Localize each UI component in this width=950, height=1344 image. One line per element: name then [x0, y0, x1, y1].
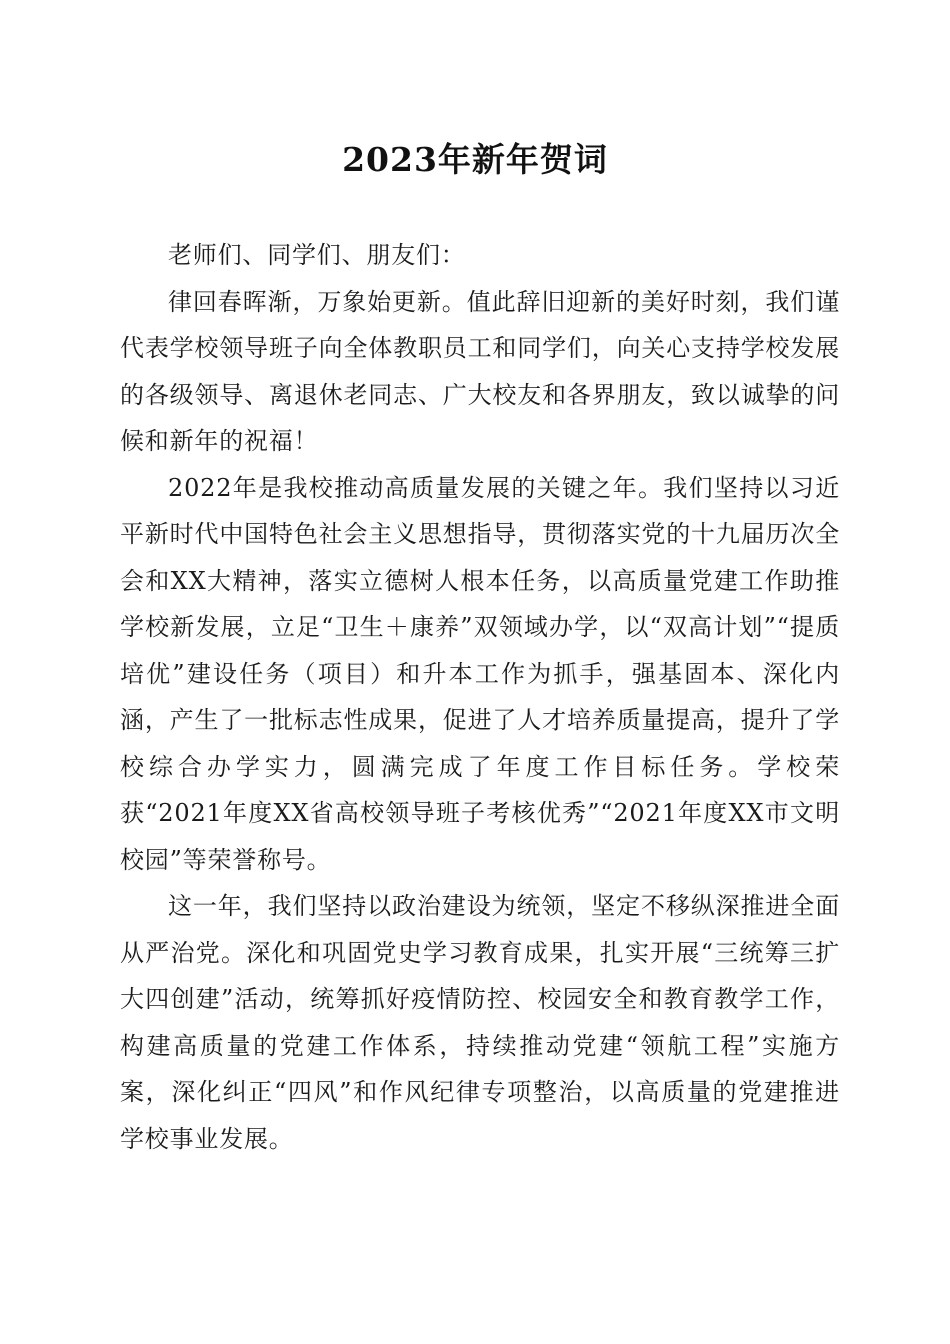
greeting-line: 老师们、同学们、朋友们：: [168, 241, 466, 269]
paragraph-2022-review: 2022年是我校推动高质量发展的关键之年。我们坚持以习近平新时代中国特色社会主义思想指导，贯彻落实党的十九届历次全会和XX大精神，落实立德树人根本任务，以高质量党建工作助推学校新发展，立足“卫生＋康养”双领域办学，以“双高计划”“提质培优”建设任务（项目）和升本工作为抓手，强基固本、深化内涵，产生了一批标志性成果，促进了人才培养质量提高，提升了学校综合办学实力，圆满完成了年度工作目标任务。学校荣获“2021年度XX省高校领导班子考核优秀”“2021年度XX市文明校园”等荣誉称号。: [120, 473, 840, 874]
document-body: [120, 232, 840, 1162]
page-title: 2023年新年贺词: [342, 140, 608, 179]
paragraph-party-building: 这一年，我们坚持以政治建设为统领，坚定不移纵深推进全面从严治党。深化和巩固党史学习教育成果，扎实开展“三统筹三扩大四创建”活动，统筹抓好疫情防控、校园安全和教育教学工作，构建高质量的党建工作体系，持续推动党建“领航工程”实施方案，深化纠正“四风”和作风纪律专项整治，以高质量的党建推进学校事业发展。: [120, 892, 840, 1153]
paragraph-opening: 律回春晖渐，万象始更新。值此辞旧迎新的美好时刻，我们谨代表学校领导班子向全体教职员工和同学们，向关心支持学校发展的各级领导、离退休老同志、广大校友和各界朋友，致以诚挚的问候和新年的祝福！: [120, 287, 840, 455]
